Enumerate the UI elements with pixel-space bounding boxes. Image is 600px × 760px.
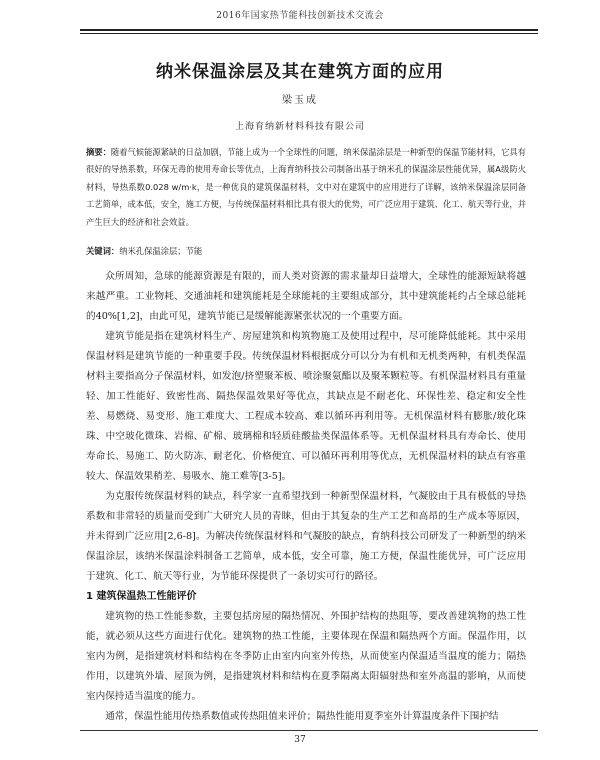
body-paragraph: 为克服传统保温材料的缺点，科学家一直希望找到一种新型保温材料，气凝胶由于具有极低的导热系数和非常轻的质量而受到广大研究人员的青睐，但由于其复杂的生产工艺和高昂的生产成本等原因，并未得到广泛应用[2,6-8]。为解决传统保温材料和气凝胶的缺点，育纳科技公司研发了一种新型的纳米保温涂层，该纳米保温涂料制备工艺简单，成本低，安全可靠，施工方便，保温性能优异，可广泛应用于建筑、化工、航天等行业，为节能环保提供了一条切实可行的路径。 xyxy=(86,491,526,582)
running-header: 2016年国家热节能科技创新技术交流会 xyxy=(216,11,384,21)
keywords-text: 纳米孔保温涂层；节能 xyxy=(119,246,203,256)
paper-title: 纳米保温涂层及其在建筑方面的应用 xyxy=(156,62,444,82)
abstract xyxy=(86,144,526,231)
abstract-text: 随着气候能源紧缺的日益加剧，节能上成为一个全球性的问题，纳米保温涂层是一种新型的保温节能材料，它具有很好的导热系数，环保无毒的使用寿命长等优点，上海育纳科技公司制备出基于纳米孔的保温涂层性能优异，属A级防火材料，导热系数0.028 w/m·k，是一种优良的建筑保温材料，文中对在建筑中的应用进行了详解，该纳米保温涂层同备工艺简单，成本低，安全，施工方便，与传统保温材料相比具有很大的优势，可广泛应用于建筑、化工、航天等行业，并产生巨大的经济和社会效益。 xyxy=(86,147,526,227)
body-paragraph: 通常，保温性能用传热系数值或传热阻值来评价；隔热性能用夏季室外计算温度条件下围护结 xyxy=(105,711,499,722)
body-paragraph: 建筑节能是指在建筑材料生产、房屋建筑和构筑物施工及使用过程中，尽可能降低能耗。其中采用保温材料是建筑节能的一种重要手段。传统保温材料根据成分可以分为有机和无机类两种，有机类保温材料主要指高分子保温材料，如发泡/挤塑聚苯板、喷涂聚氨酯以及聚苯颗粒等。有机保温材料具有重量轻、加工性能好、致密性高、隔热保温效果好等优点，其缺点是不耐老化、环保性差、稳定和安全性差、易燃烧、易变形、施工难度大、工程成本较高、难以循环再利用等。无机保温材料有膨胀/玻化珠珠、中空玻化微珠、岩棉、矿棉、玻璃棉和轻质硅酸盐类保温体系等。无机保温材料具有寿命长、使用寿命长、易施工、防火防冻、耐老化、价格便宜、可以循环再利用等优点，无机保温材料的缺点有容重较大、保温效果稍差、易吸水、施工难等[3-5]。 xyxy=(86,331,526,482)
keywords xyxy=(86,243,526,259)
body-paragraph: 众所周知，急球的能源资源是有限的，而人类对资源的需求量却日益增大，全球性的能源短缺将越来越严重。工业物耗、交通油耗和建筑能耗是全球能耗的主要组成部分，其中建筑能耗约占全球总能耗的40%[1,2]，由此可见，建筑节能已是缓解能源紧张状况的一个重要方面。 xyxy=(86,271,526,322)
header-rule-thin xyxy=(80,33,538,34)
section-heading: 1 建筑保温热工性能评价 xyxy=(86,591,197,602)
abstract-label: 摘要： xyxy=(86,147,111,157)
page-number: 37 xyxy=(294,735,306,745)
header-rule-thick xyxy=(80,29,538,31)
author-name: 梁玉成 xyxy=(282,95,318,106)
keywords-label: 关键词： xyxy=(86,246,120,256)
author-affiliation: 上海育纳新材料科技有限公司 xyxy=(234,122,365,132)
body-text xyxy=(86,267,526,727)
body-paragraph: 建筑物的热工性能参数，主要包括房屋的隔热情况、外围护结构的热阻等，要改善建筑物的热工性能，就必须从这些方面进行优化。建筑物的热工性能，主要体现在保温和隔热两个方面。保温作用，以室内为例，是指建筑材料和结构在冬季防止由室内向室外传热，从而使室内保温适当温度的能力；隔热作用，以建筑外墙、屋顶为例，是指建筑材料和结构在夏季隔离太阳辐射热和室外高温的影响，从而使室内保持适当温度的能力。 xyxy=(86,611,526,702)
footer-rule xyxy=(80,730,538,731)
